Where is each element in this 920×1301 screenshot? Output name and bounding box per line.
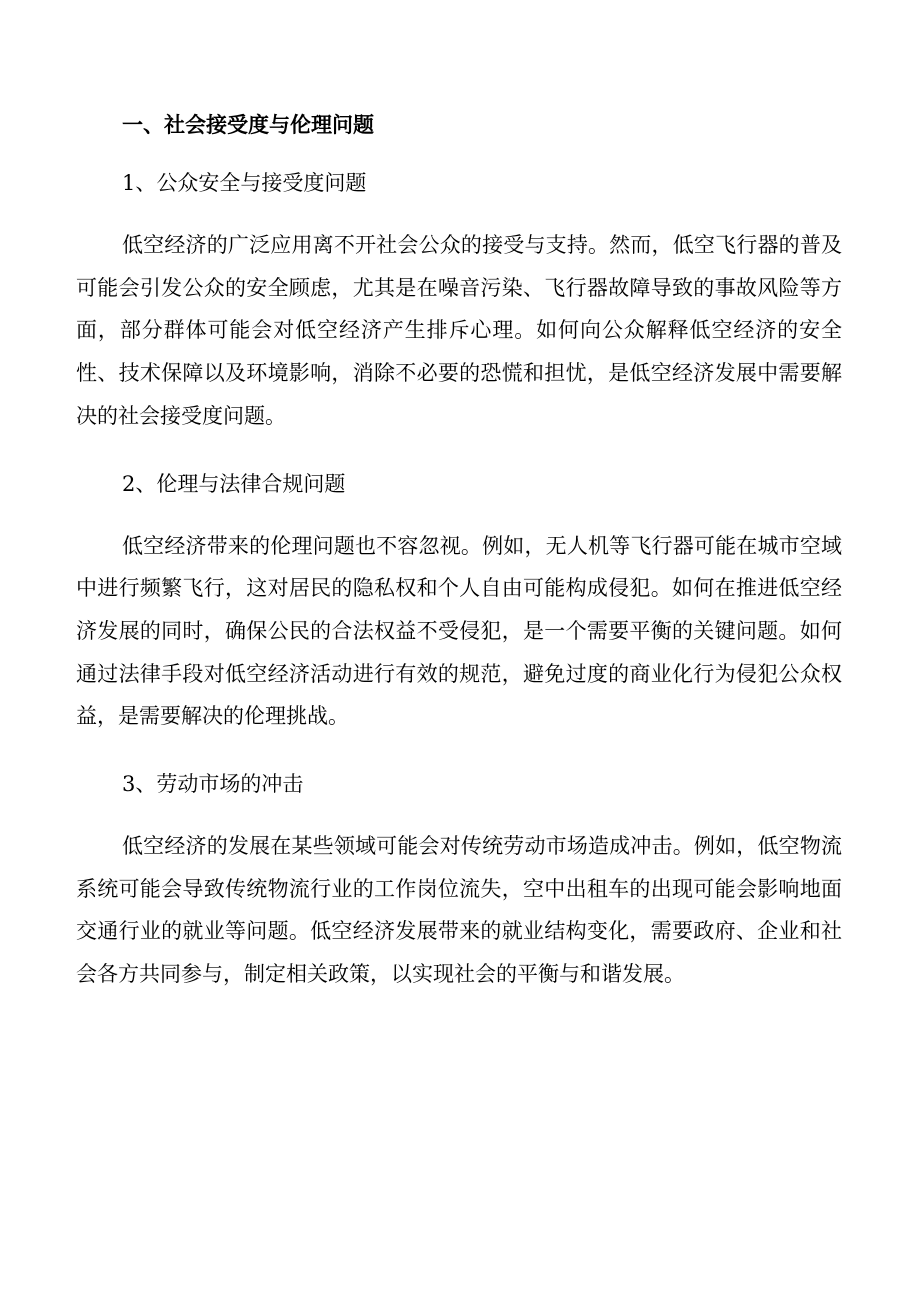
subsection-title: 3、劳动市场的冲击	[122, 772, 304, 797]
section-heading: 一、社会接受度与伦理问题	[122, 113, 374, 137]
subsection-body: 低空经济带来的伦理问题也不容忽视。例如，无人机等飞行器可能在城市空域中进行频繁飞行，这对居民的隐私权和个人自由可能构成侵犯。如何在推进低空经济发展的同时，确保公民的合法权益不受侵犯，是一个需要平衡的关键问题。如何通过法律手段对低空经济活动进行有效的规范，避免过度的商业化行为侵犯公众权益，是需要解决的伦理挑战。	[76, 533, 842, 729]
subsection-3	[76, 769, 842, 996]
subsection-body: 低空经济的广泛应用离不开社会公众的接受与支持。然而，低空飞行器的普及可能会引发公众的安全顾虑，尤其是在噪音污染、飞行器故障导致的事故风险等方面，部分群体可能会对低空经济产生排斥心理。如何向公众解释低空经济的安全性、技术保障以及环境影响，消除不必要的恐慌和担忧，是低空经济发展中需要解决的社会接受度问题。	[76, 233, 842, 428]
subsection-title: 2、伦理与法律合规问题	[122, 471, 346, 496]
subsection-2	[76, 469, 842, 739]
subsection-title: 1、公众安全与接受度问题	[122, 171, 367, 195]
subsection-body: 低空经济的发展在某些领域可能会对传统劳动市场造成冲击。例如，低空物流系统可能会导致传统物流行业的工作岗位流失，空中出租车的出现可能会影响地面交通行业的就业等问题。低空经济发展带来的就业结构变化，需要政府、企业和社会各方共同参与，制定相关政策，以实现社会的平衡与和谐发展。	[76, 834, 842, 987]
subsection-1	[76, 168, 842, 438]
